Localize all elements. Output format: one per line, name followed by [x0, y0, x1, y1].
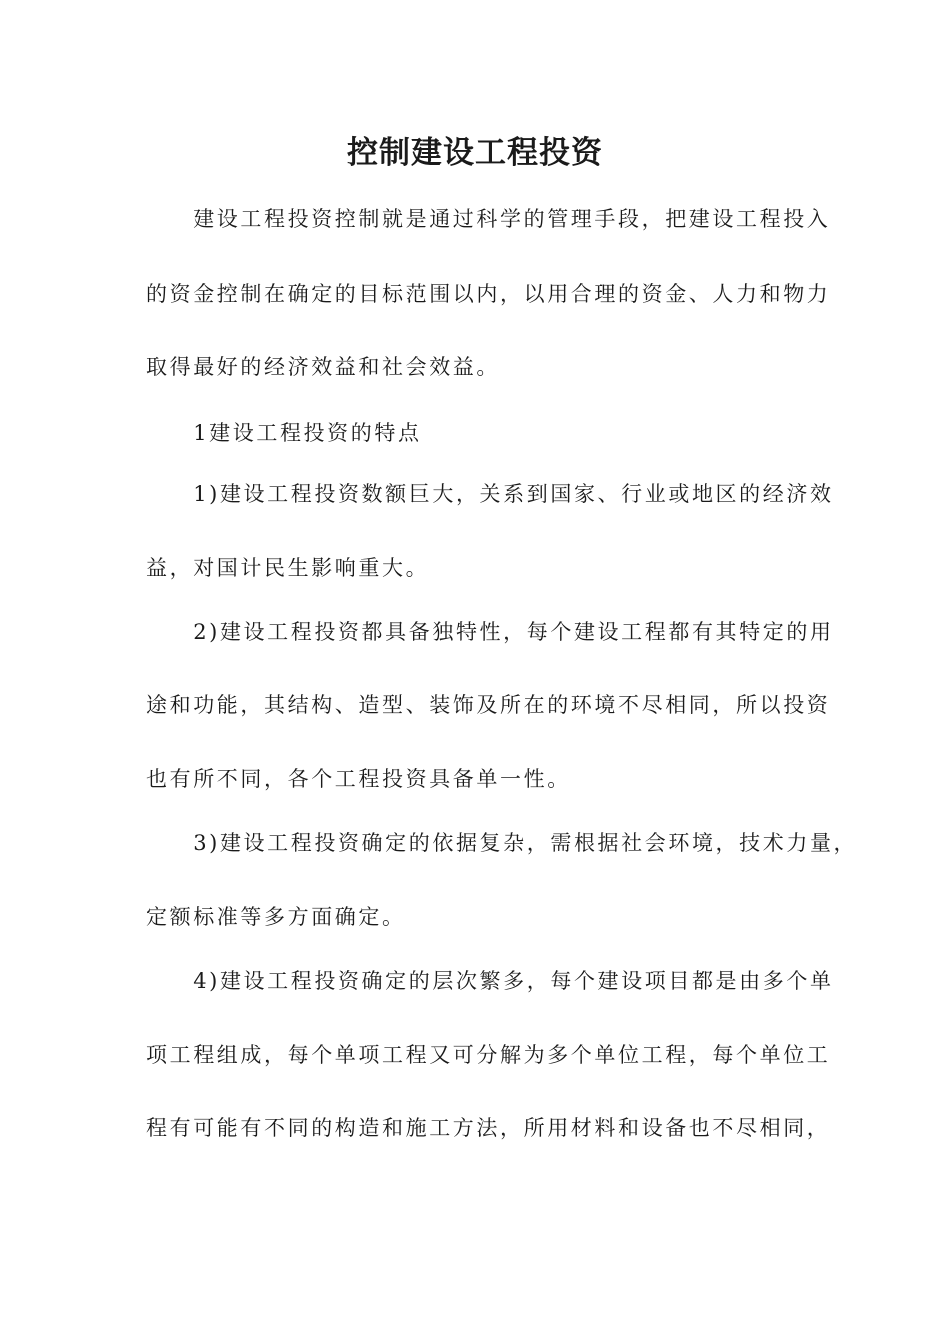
text-line: 项工程组成，每个单项工程又可分解为多个单位工程，每个单位工: [146, 1043, 831, 1067]
text-line: 4)建设工程投资确定的层次繁多，每个建设项目都是由多个单: [146, 969, 834, 993]
text-line: 取得最好的经济效益和社会效益。: [146, 355, 500, 379]
text-line: 1)建设工程投资数额巨大，关系到国家、行业或地区的经济效: [146, 482, 834, 506]
text-line: 定额标准等多方面确定。: [146, 905, 406, 929]
text-line: 2)建设工程投资都具备独特性，每个建设工程都有其特定的用: [146, 620, 834, 644]
document-title: 控制建设工程投资: [347, 135, 603, 171]
text-line: 也有所不同，各个工程投资具备单一性。: [146, 767, 571, 791]
text-line: 3)建设工程投资确定的依据复杂，需根据社会环境，技术力量，: [146, 831, 858, 855]
section-heading: 1建设工程投资的特点: [146, 421, 422, 445]
text-line: 程有可能有不同的构造和施工方法，所用材料和设备也不尽相同，: [146, 1116, 831, 1140]
text-line: 益，对国计民生影响重大。: [146, 556, 430, 580]
text-line: 的资金控制在确定的目标范围以内，以用合理的资金、人力和物力: [146, 282, 831, 306]
text-line: 建设工程投资控制就是通过科学的管理手段，把建设工程投入: [146, 207, 831, 231]
text-line: 途和功能，其结构、造型、装饰及所在的环境不尽相同，所以投资: [146, 693, 831, 717]
